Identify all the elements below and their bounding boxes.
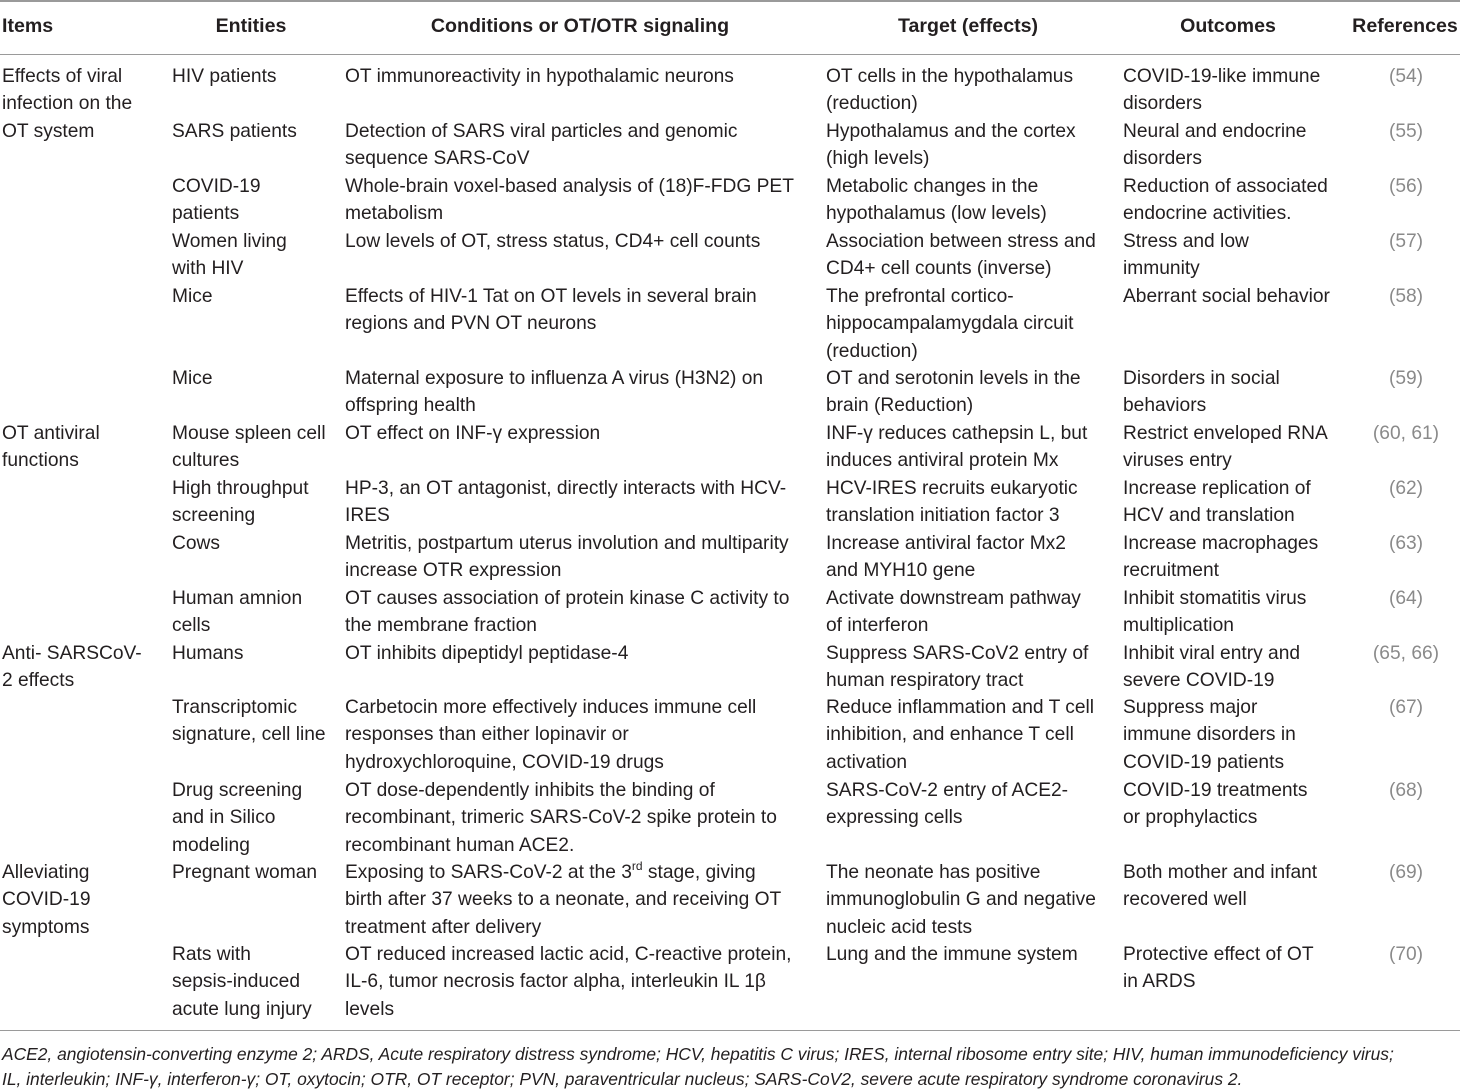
- items-group-label: Alleviating: [2, 862, 90, 883]
- target-cell: Suppress SARS-CoV2 entry of: [826, 643, 1089, 664]
- items-group-label: COVID-19: [2, 889, 91, 911]
- outcome-cell: multiplication: [1123, 615, 1234, 637]
- target-cell: hypothalamus (low levels): [826, 203, 1047, 225]
- target-cell: brain (Reduction): [826, 395, 974, 417]
- items-group-label: functions: [2, 450, 79, 472]
- condition-cell: IL-6, tumor necrosis factor alpha, interleukin IL 1β: [345, 971, 766, 993]
- entity-cell: Mouse spleen cell: [172, 423, 326, 444]
- target-cell: nucleic acid tests: [826, 916, 973, 938]
- entity-cell: Humans: [172, 643, 244, 664]
- entity-cell: High throughput: [172, 478, 309, 499]
- table-header-rule: [0, 54, 1460, 55]
- target-cell: Metabolic changes in the: [826, 176, 1039, 197]
- entity-cell: patients: [172, 203, 240, 225]
- items-group-label: OT system: [2, 120, 95, 142]
- target-cell: (reduction): [826, 340, 918, 362]
- reference-link: (55): [1388, 121, 1424, 142]
- entity-cell: Transcriptomic: [172, 697, 298, 718]
- outcome-cell: Inhibit viral entry and: [1123, 643, 1301, 664]
- condition-cell: Metritis, postpartum uterus involution and multiparity: [345, 533, 789, 554]
- target-cell: of interferon: [826, 615, 929, 637]
- entity-cell: Mice: [172, 286, 213, 307]
- outcome-cell: severe COVID-19: [1123, 670, 1275, 692]
- outcome-cell: COVID-19-like immune: [1123, 66, 1321, 87]
- entity-cell: Rats with: [172, 944, 251, 965]
- condition-cell: OT effect on INF-γ expression: [345, 423, 601, 444]
- target-cell: translation initiation factor 3: [826, 505, 1060, 527]
- entity-cell: Cows: [172, 533, 220, 554]
- outcome-cell: COVID-19 patients: [1123, 751, 1285, 773]
- outcome-cell: or prophylactics: [1123, 807, 1258, 829]
- outcome-cell: Increase macrophages: [1123, 533, 1319, 554]
- condition-cell: the membrane fraction: [345, 615, 537, 637]
- reference-link: (56): [1388, 176, 1424, 197]
- header-target: Target (effects): [897, 15, 1039, 37]
- condition-cell: OT causes association of protein kinase C activity to: [345, 588, 790, 609]
- target-cell: Activate downstream pathway: [826, 588, 1081, 609]
- entity-cell: and in Silico: [172, 807, 276, 829]
- reference-link: (54): [1388, 66, 1424, 87]
- outcome-cell: viruses entry: [1123, 450, 1232, 472]
- target-cell: hippocampalamygdala circuit: [826, 313, 1074, 335]
- entity-cell: sepsis-induced: [172, 971, 300, 993]
- header-references: References: [1352, 15, 1458, 37]
- table-top-rule: [0, 0, 1460, 2]
- outcome-cell: in ARDS: [1123, 971, 1196, 993]
- entity-cell: screening: [172, 505, 256, 527]
- condition-text: Exposing to SARS-CoV-2 at the 3: [345, 862, 632, 883]
- outcome-cell: Neural and endocrine: [1123, 121, 1307, 142]
- items-group-label: symptoms: [2, 916, 90, 938]
- entity-cell: signature, cell line: [172, 724, 326, 746]
- outcome-cell: Protective effect of OT: [1123, 944, 1314, 965]
- target-cell: The prefrontal cortico-: [826, 286, 1014, 307]
- entity-cell: modeling: [172, 834, 250, 856]
- reference-link: (60, 61): [1372, 423, 1440, 444]
- header-items: Items: [2, 15, 54, 37]
- target-cell: Hypothalamus and the cortex: [826, 121, 1076, 142]
- target-cell: Reduce inflammation and T cell: [826, 697, 1095, 718]
- footnote-line: IL, interleukin; INF-γ, interferon-γ; OT, oxytocin; OTR, OT receptor; PVN, paraventricular nucleus; SARS-CoV2, severe acute respiratory syndrome coronavirus 2.: [2, 1068, 1243, 1089]
- table-bottom-rule: [0, 1030, 1460, 1031]
- condition-cell: Carbetocin more effectively induces immune cell: [345, 697, 757, 718]
- condition-cell: Detection of SARS viral particles and genomic: [345, 121, 738, 142]
- target-cell: SARS-CoV-2 entry of ACE2-: [826, 780, 1069, 801]
- condition-text: stage, giving: [642, 862, 756, 883]
- condition-cell: OT reduced increased lactic acid, C-reactive protein,: [345, 944, 792, 965]
- entity-cell: COVID-19: [172, 176, 261, 197]
- target-cell: expressing cells: [826, 807, 963, 829]
- reference-link: (65, 66): [1372, 643, 1440, 664]
- outcome-cell: Both mother and infant: [1123, 862, 1318, 883]
- condition-cell: responses than either lopinavir or: [345, 724, 629, 746]
- reference-link: (68): [1388, 780, 1424, 801]
- entity-cell: HIV patients: [172, 66, 277, 87]
- reference-link: (70): [1388, 944, 1424, 965]
- entity-cell: Mice: [172, 368, 213, 389]
- entity-cell: Pregnant woman: [172, 862, 318, 883]
- outcome-cell: Stress and low: [1123, 231, 1249, 252]
- condition-cell: OT immunoreactivity in hypothalamic neurons: [345, 66, 734, 87]
- header-outcomes: Outcomes: [1180, 15, 1276, 37]
- target-cell: Association between stress and: [826, 231, 1096, 252]
- outcome-cell: endocrine activities.: [1123, 203, 1292, 225]
- target-cell: Increase antiviral factor Mx2: [826, 533, 1066, 554]
- condition-cell: IRES: [345, 505, 390, 527]
- target-cell: OT and serotonin levels in the: [826, 368, 1081, 389]
- entity-cell: with HIV: [172, 258, 244, 280]
- target-cell: HCV-IRES recruits eukaryotic: [826, 478, 1078, 499]
- condition-cell: increase OTR expression: [345, 560, 562, 582]
- target-cell: inhibition, and enhance T cell: [826, 724, 1074, 746]
- entity-cell: Women living: [172, 231, 287, 252]
- entity-cell: acute lung injury: [172, 998, 312, 1020]
- outcome-cell: recruitment: [1123, 560, 1219, 582]
- reference-link: (58): [1388, 286, 1424, 307]
- outcome-cell: Disorders in social: [1123, 368, 1280, 389]
- table-footnote: [2, 1042, 1458, 1091]
- condition-cell: metabolism: [345, 203, 444, 225]
- target-cell: and MYH10 gene: [826, 560, 976, 582]
- condition-cell: recombinant human ACE2.: [345, 834, 575, 856]
- target-cell: INF-γ reduces cathepsin L, but: [826, 423, 1088, 444]
- condition-cell: regions and PVN OT neurons: [345, 313, 597, 335]
- entity-cell: Human amnion: [172, 588, 303, 609]
- condition-cell: Maternal exposure to influenza A virus (H3N2) on: [345, 368, 764, 389]
- target-cell: human respiratory tract: [826, 670, 1024, 692]
- items-group-label: Anti- SARSCoV-: [2, 643, 142, 664]
- entity-cell: cells: [172, 615, 211, 637]
- outcome-cell: Aberrant social behavior: [1123, 286, 1330, 307]
- condition-cell: Whole-brain voxel-based analysis of (18)F-FDG PET: [345, 176, 794, 197]
- condition-cell: Effects of HIV-1 Tat on OT levels in several brain: [345, 286, 757, 307]
- condition-cell: HP-3, an OT antagonist, directly interacts with HCV-: [345, 478, 787, 499]
- condition-cell: recombinant, trimeric SARS-CoV-2 spike protein to: [345, 807, 777, 829]
- condition-cell: hydroxychloroquine, COVID-19 drugs: [345, 751, 664, 773]
- target-cell: (high levels): [826, 148, 930, 170]
- outcome-cell: Increase replication of: [1123, 478, 1311, 499]
- target-cell: Lung and the immune system: [826, 944, 1078, 965]
- outcome-cell: Inhibit stomatitis virus: [1123, 588, 1307, 609]
- header-conditions: Conditions or OT/OTR signaling: [430, 15, 730, 37]
- reference-link: (67): [1388, 697, 1424, 718]
- target-cell: The neonate has positive: [826, 862, 1041, 883]
- condition-cell: treatment after delivery: [345, 916, 542, 938]
- outcome-cell: behaviors: [1123, 395, 1207, 417]
- reference-link: (69): [1388, 862, 1424, 883]
- outcome-cell: disorders: [1123, 93, 1202, 115]
- condition-cell: [345, 859, 756, 886]
- target-cell: CD4+ cell counts (inverse): [826, 258, 1052, 280]
- condition-cell: offspring health: [345, 395, 476, 417]
- condition-cell: Low levels of OT, stress status, CD4+ cell counts: [345, 231, 761, 252]
- outcome-cell: recovered well: [1123, 889, 1247, 911]
- entity-cell: cultures: [172, 450, 240, 472]
- condition-cell: OT inhibits dipeptidyl peptidase-4: [345, 643, 629, 664]
- condition-cell: sequence SARS-CoV: [345, 148, 530, 170]
- ordinal-superscript: rd: [631, 858, 643, 873]
- entity-cell: SARS patients: [172, 121, 297, 142]
- target-cell: induces antiviral protein Mx: [826, 450, 1059, 472]
- reference-link: (63): [1388, 533, 1424, 554]
- outcome-cell: COVID-19 treatments: [1123, 780, 1308, 801]
- reference-link: (64): [1388, 588, 1424, 609]
- target-cell: (reduction): [826, 93, 918, 115]
- entity-cell: Drug screening: [172, 780, 303, 801]
- target-cell: OT cells in the hypothalamus: [826, 66, 1074, 87]
- reference-link: (57): [1388, 231, 1424, 252]
- outcome-cell: Reduction of associated: [1123, 176, 1328, 197]
- footnote-line: ACE2, angiotensin-converting enzyme 2; ARDS, Acute respiratory distress syndrome; HCV, hepatitis C virus; IRES, internal ribosome entry site; HIV, human immunodeficiency virus;: [2, 1044, 1394, 1064]
- condition-cell: OT dose-dependently inhibits the binding of: [345, 780, 715, 801]
- outcome-cell: HCV and translation: [1123, 505, 1295, 527]
- reference-link: (59): [1388, 368, 1424, 389]
- items-group-label: OT antiviral: [2, 423, 100, 444]
- condition-cell: birth after 37 weeks to a neonate, and receiving OT: [345, 889, 782, 911]
- items-group-label: Effects of viral: [2, 66, 123, 87]
- items-group-label: 2 effects: [2, 670, 75, 692]
- condition-cell: levels: [345, 998, 395, 1020]
- target-cell: activation: [826, 751, 908, 773]
- outcome-cell: immunity: [1123, 258, 1200, 280]
- outcome-cell: Restrict enveloped RNA: [1123, 423, 1328, 444]
- reference-link: (62): [1388, 478, 1424, 499]
- items-group-label: infection on the: [2, 93, 133, 115]
- header-entities: Entities: [215, 15, 287, 37]
- target-cell: immunoglobulin G and negative: [826, 889, 1096, 911]
- outcome-cell: Suppress major: [1123, 697, 1258, 718]
- outcome-cell: immune disorders in: [1123, 724, 1296, 746]
- outcome-cell: disorders: [1123, 148, 1202, 170]
